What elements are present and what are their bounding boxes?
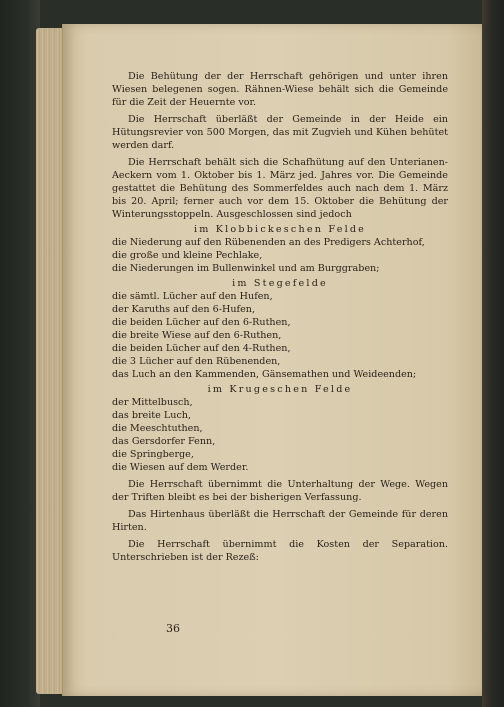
list-item: die große und kleine Pechlake, — [112, 250, 263, 261]
page-number: 36 — [166, 622, 180, 635]
list-item: die Springberge, — [112, 449, 194, 460]
list-item: die Meeschtuthen, — [112, 423, 203, 434]
list-item: das Gersdorfer Fenn, — [112, 436, 216, 447]
list-item: der Mittelbusch, — [112, 397, 193, 408]
background-left — [0, 0, 40, 707]
list-item: die Niederung auf den Rübenenden an des Predigers Achterhof, — [112, 237, 425, 248]
paragraph-3: Die Herrschaft behält sich die Schafhütung auf den Unterianen-Aeckern vom 1. Oktober bis 1. März jed. Jahres vor. Die Gemeinde gestattet die Behütung des Sommerfeldes auch nach dem 1. März bis 20. April; ferner auch vor dem 15. Oktober die Behütung der Winterungsstoppeln. Ausgeschlossen sind jedoch — [112, 157, 448, 220]
list-item: das breite Luch, — [112, 410, 192, 421]
list-kruge — [112, 396, 448, 474]
list-item: die beiden Lücher auf den 6-Ruthen, — [112, 317, 291, 328]
list-item: die Niederungen im Bullenwinkel und am Burggraben; — [112, 263, 380, 274]
list-item: das Luch an den Kammenden, Gänsemathen und Weideenden; — [112, 369, 417, 380]
paragraph-2: Die Herrschaft überläßt der Gemeinde in der Heide ein Hütungsrevier von 500 Morgen, das mit Zugvieh und Kühen behütet werden darf. — [112, 114, 448, 151]
list-stegefelde — [112, 290, 448, 381]
section-heading-stegefelde: im Stegefelde — [232, 278, 328, 289]
section-heading-kruge: im Krugeschen Felde — [207, 384, 353, 395]
list-item: die Wiesen auf dem Werder. — [112, 462, 249, 473]
paragraph-5: Die Herrschaft übernimmt die Unterhaltung der Wege. Wegen der Triften bleibt es bei der bisherigen Verfassung. — [112, 479, 448, 503]
list-item: die sämtl. Lücher auf den Hufen, — [112, 291, 273, 302]
list-item: die 3 Lücher auf den Rübenenden, — [112, 356, 281, 367]
list-klobbicke — [112, 236, 448, 275]
list-item: die breite Wiese auf den 6-Ruthen, — [112, 330, 282, 341]
page-text — [112, 70, 448, 564]
background-right — [482, 0, 504, 707]
paragraph-7: Die Herrschaft übernimmt die Kosten der Separation. Unterschrieben ist der Rezeß: — [112, 539, 448, 563]
paragraph-6: Das Hirtenhaus überläßt die Herrschaft der Gemeinde für deren Hirten. — [112, 509, 448, 533]
paragraph-1: Die Behütung der der Herrschaft gehörigen und unter ihren Wiesen belegenen sogen. Rähnen-Wiese behält sich die Gemeinde für die Zeit der Heuernte vor. — [112, 71, 448, 108]
list-item: der Karuths auf den 6-Hufen, — [112, 304, 256, 315]
section-heading-klobbicke: im Klobbickeschen Felde — [193, 224, 367, 235]
list-item: die beiden Lücher auf den 4-Ruthen, — [112, 343, 291, 354]
